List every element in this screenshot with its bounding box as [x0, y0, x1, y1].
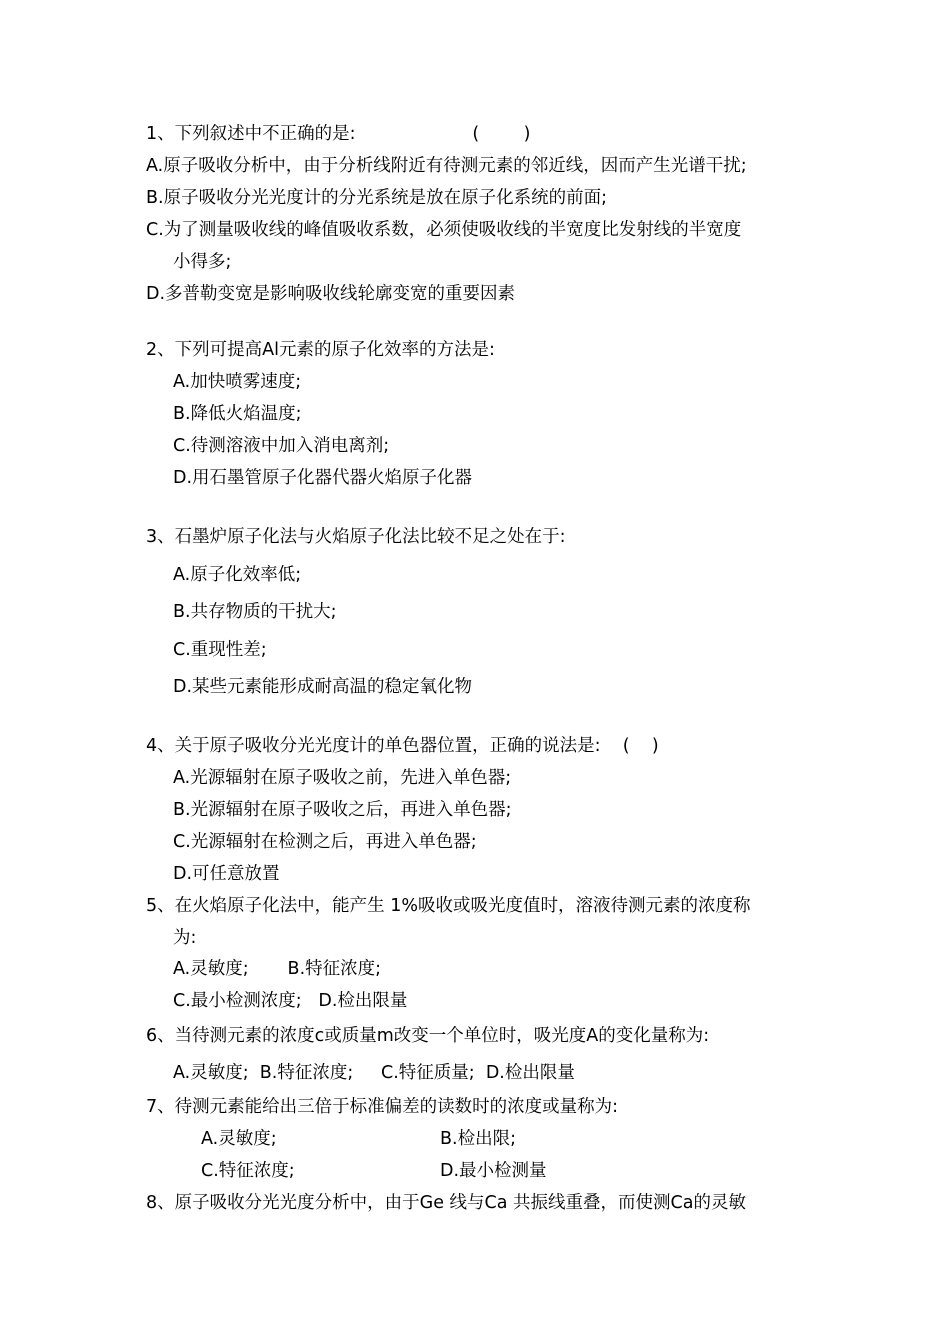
- question-1-option-a: A.原子吸收分析中，由于分析线附近有待测元素的邻近线，因而产生光谱干扰;: [146, 156, 747, 176]
- question-7-option-b: B.检出限;: [440, 1129, 516, 1149]
- question-2-stem: 2、下列可提高Al元素的原子化效率的方法是:: [146, 340, 495, 360]
- question-8-stem: 8、原子吸收分光光度分析中，由于Ge 线与Ca 共振线重叠，而使测Ca的灵敏: [146, 1193, 746, 1213]
- question-4-option-d: D.可任意放置: [173, 864, 280, 884]
- question-4-option-b: B.光源辐射在原子吸收之后，再进入单色器;: [173, 800, 512, 820]
- question-3-option-c: C.重现性差;: [173, 640, 267, 660]
- question-1-stem: 1、下列叙述中不正确的是: ( ): [146, 124, 531, 144]
- question-4-option-c: C.光源辐射在检测之后，再进入单色器;: [173, 832, 477, 852]
- question-5-stem-cont: 为:: [173, 928, 197, 948]
- question-1-option-b: B.原子吸收分光光度计的分光系统是放在原子化系统的前面;: [146, 188, 607, 208]
- question-2-option-d: D.用石墨管原子化器代器火焰原子化器: [173, 468, 473, 488]
- question-7-option-c: C.特征浓度;: [201, 1161, 295, 1181]
- question-2-option-c: C.待测溶液中加入消电离剂;: [173, 436, 390, 456]
- question-4-option-a: A.光源辐射在原子吸收之前，先进入单色器;: [173, 768, 512, 788]
- question-5-options-row-2: C.最小检测浓度; D.检出限量: [173, 991, 408, 1011]
- question-3-option-d: D.某些元素能形成耐高温的稳定氧化物: [173, 677, 473, 697]
- question-4-stem: 4、关于原子吸收分光光度计的单色器位置，正确的说法是: ( ): [146, 736, 659, 756]
- question-1-option-d: D.多普勒变宽是影响吸收线轮廓变宽的重要因素: [146, 284, 516, 304]
- question-6-options-row: A.灵敏度; B.特征浓度; C.特征质量; D.检出限量: [173, 1063, 575, 1083]
- question-3-stem: 3、石墨炉原子化法与火焰原子化法比较不足之处在于:: [146, 527, 566, 547]
- question-1-option-c: C.为了测量吸收线的峰值吸收系数，必须使吸收线的半宽度比发射线的半宽度: [146, 220, 742, 240]
- question-2-option-b: B.降低火焰温度;: [173, 404, 302, 424]
- question-7-stem: 7、待测元素能给出三倍于标准偏差的读数时的浓度或量称为:: [146, 1097, 619, 1117]
- question-5-stem: 5、在火焰原子化法中，能产生 1%吸收或吸光度值时，溶液待测元素的浓度称: [146, 896, 751, 916]
- question-3-option-a: A.原子化效率低;: [173, 565, 302, 585]
- question-2-option-a: A.加快喷雾速度;: [173, 372, 302, 392]
- question-7-option-d: D.最小检测量: [440, 1161, 547, 1181]
- question-3-option-b: B.共存物质的干扰大;: [173, 602, 337, 622]
- question-5-options-row-1: A.灵敏度; B.特征浓度;: [173, 959, 382, 979]
- question-7-option-a: A.灵敏度;: [201, 1129, 277, 1149]
- question-6-stem: 6、当待测元素的浓度c或质量m改变一个单位时，吸光度A的变化量称为:: [146, 1026, 710, 1046]
- question-1-option-c-cont: 小得多;: [173, 252, 232, 272]
